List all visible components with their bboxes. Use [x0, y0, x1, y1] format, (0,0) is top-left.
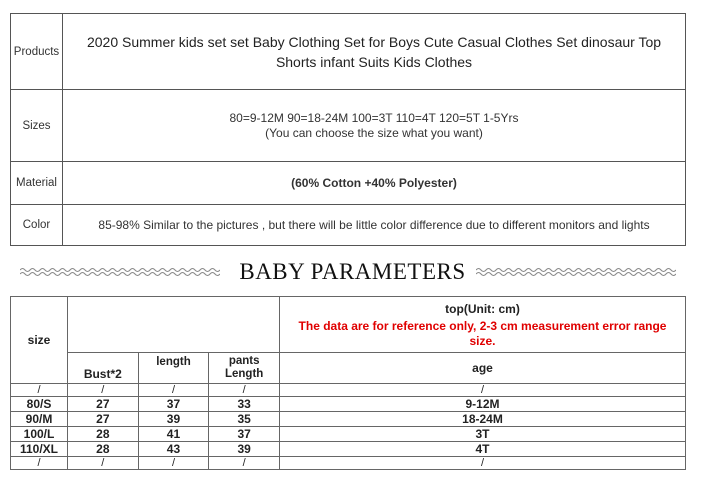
separator-cell: / — [11, 457, 68, 470]
bust-cell: 27 — [68, 397, 139, 412]
size-header: size — [11, 297, 68, 384]
age-cell: 3T — [280, 427, 686, 442]
size-chart-column-row — [11, 353, 686, 384]
pants-cell: 39 — [209, 442, 280, 457]
separator-cell: / — [280, 457, 686, 470]
size-cell: 80/S — [11, 397, 68, 412]
sizes-note: (You can choose the size what you want) — [265, 125, 483, 140]
separator-cell: / — [280, 384, 686, 397]
bust-cell: 28 — [68, 442, 139, 457]
table-row — [11, 397, 686, 412]
pants-cell: 37 — [209, 427, 280, 442]
products-value: 2020 Summer kids set set Baby Clothing Set for Boys Cute Casual Clothes Set dinosaur Top Shorts infant Suits Kids Clothes — [63, 14, 686, 90]
material-value: (60% Cotton +40% Polyester) — [63, 162, 686, 205]
table-row — [11, 412, 686, 427]
product-info-table — [10, 13, 686, 246]
sizes-label: Sizes — [11, 90, 63, 162]
age-column-header: age — [280, 353, 686, 384]
wave-divider-right-icon — [476, 266, 676, 278]
sizes-row — [11, 90, 686, 162]
size-chart-header-row — [11, 297, 686, 353]
section-heading — [10, 256, 686, 290]
sizes-value-cell — [63, 90, 686, 162]
wave-divider-left-icon — [20, 266, 220, 278]
measurement-note: The data are for reference only, 2-3 cm measurement error range size. — [298, 318, 667, 348]
pants-cell: 35 — [209, 412, 280, 427]
age-cell: 18-24M — [280, 412, 686, 427]
pants-cell: 33 — [209, 397, 280, 412]
blank-header-cell — [68, 297, 280, 353]
separator-cell: / — [138, 384, 209, 397]
bust-cell: 27 — [68, 412, 139, 427]
separator-cell: / — [68, 384, 139, 397]
color-row — [11, 205, 686, 246]
separator-cell: / — [68, 457, 139, 470]
age-cell: 4T — [280, 442, 686, 457]
length-cell: 37 — [138, 397, 209, 412]
table-row — [11, 442, 686, 457]
separator-cell: / — [209, 384, 280, 397]
size-cell: 100/L — [11, 427, 68, 442]
length-cell: 39 — [138, 412, 209, 427]
bust-column-header: Bust*2 — [68, 353, 139, 384]
separator-row-top — [11, 384, 686, 397]
section-title: BABY PARAMETERS — [239, 259, 466, 284]
color-label: Color — [11, 205, 63, 246]
bust-cell: 28 — [68, 427, 139, 442]
top-header-cell — [280, 297, 686, 353]
size-cell: 110/XL — [11, 442, 68, 457]
size-cell: 90/M — [11, 412, 68, 427]
material-row — [11, 162, 686, 205]
length-column-header: length — [138, 353, 209, 384]
sizes-value: 80=9-12M 90=18-24M 100=3T 110=4T 120=5T 1-5Yrs — [229, 110, 519, 125]
color-value: 85-98% Similar to the pictures , but there will be little color difference due to different monitors and lights — [63, 205, 686, 246]
length-cell: 43 — [138, 442, 209, 457]
products-row — [11, 14, 686, 90]
separator-cell: / — [11, 384, 68, 397]
separator-cell: / — [209, 457, 280, 470]
size-chart-table — [10, 296, 686, 470]
length-cell: 41 — [138, 427, 209, 442]
age-cell: 9-12M — [280, 397, 686, 412]
material-label: Material — [11, 162, 63, 205]
products-label: Products — [11, 14, 63, 90]
separator-row-bottom — [11, 457, 686, 470]
top-unit-label: top(Unit: cm) — [445, 301, 520, 316]
pants-length-column-header: pants Length — [209, 353, 280, 384]
separator-cell: / — [138, 457, 209, 470]
table-row — [11, 427, 686, 442]
